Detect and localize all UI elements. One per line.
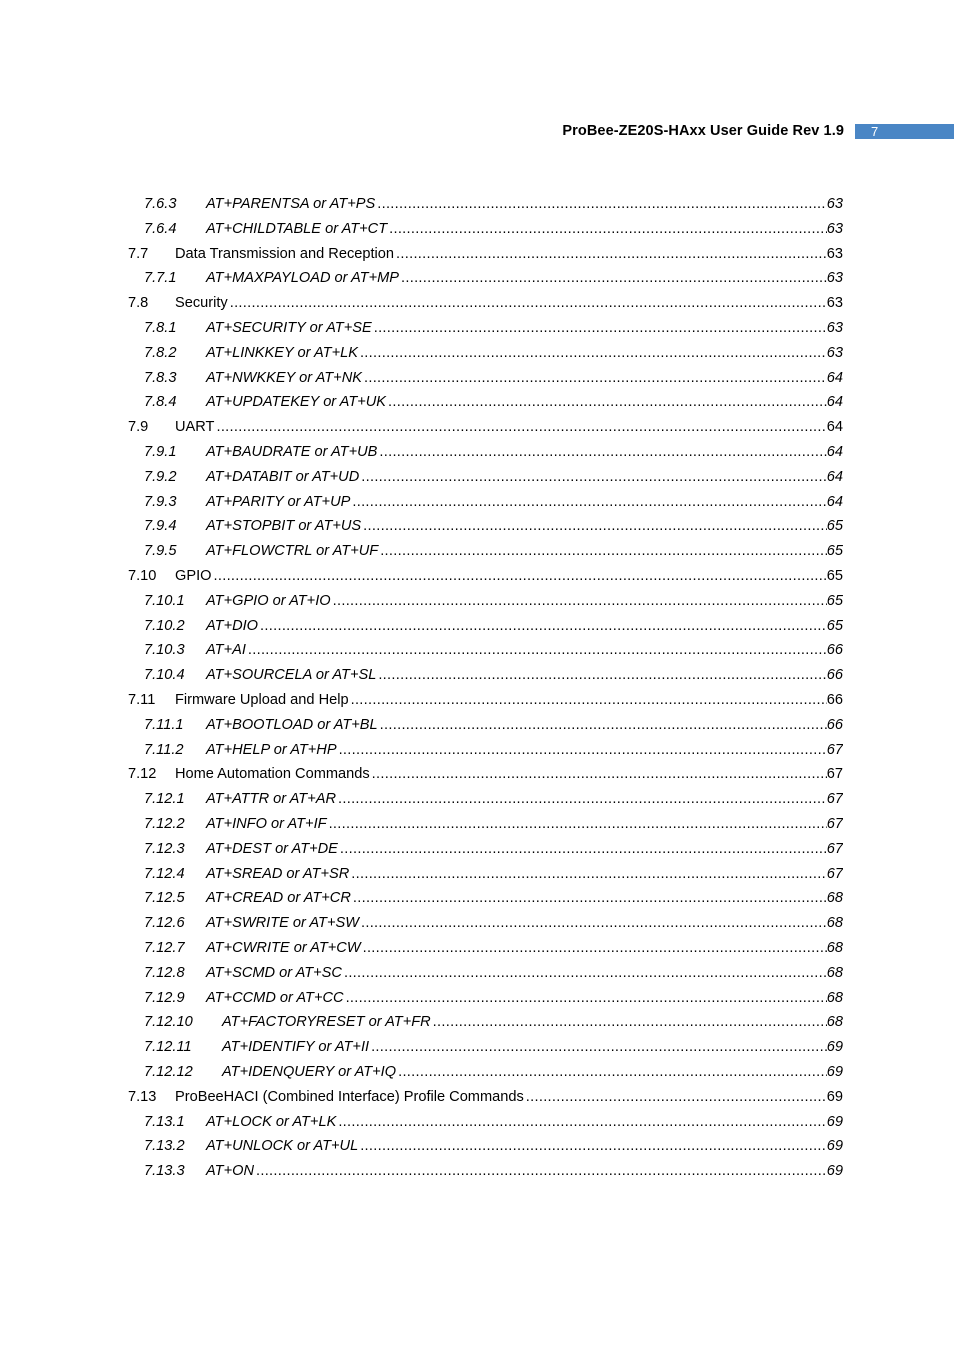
- dot-leader: [260, 617, 827, 635]
- dot-leader: [346, 989, 827, 1007]
- toc-entry[interactable]: [144, 511, 843, 535]
- dot-leader: [351, 865, 826, 883]
- dot-leader: [333, 592, 827, 610]
- dot-leader: [360, 1137, 827, 1155]
- dot-leader: [248, 641, 827, 659]
- dot-leader: [377, 195, 827, 213]
- dot-leader: [353, 889, 827, 907]
- toc-entry-page: 64: [826, 468, 843, 485]
- toc-entry-number: 7.10.1: [144, 592, 185, 609]
- dot-leader: [398, 1063, 827, 1081]
- toc-entry[interactable]: [144, 263, 843, 287]
- toc-entry[interactable]: [128, 412, 843, 436]
- toc-entry-title: AT+SWRITE or AT+SW: [206, 915, 359, 932]
- toc-entry-number: 7.12.9: [144, 989, 185, 1006]
- dot-leader: [344, 964, 827, 982]
- toc-entry-page: 66: [826, 716, 843, 733]
- toc-entry-page: 64: [826, 444, 843, 460]
- toc-entry-number: 7.10.3: [144, 642, 185, 659]
- toc-entry[interactable]: [144, 214, 843, 238]
- toc-entry-number: 7.9.5: [144, 543, 177, 560]
- dot-leader: [374, 319, 827, 337]
- toc-entry[interactable]: [144, 1131, 843, 1155]
- dot-leader: [363, 517, 827, 535]
- toc-entry-number: 7.6.3: [144, 196, 177, 212]
- toc-entry-title: Data Transmission and Reception: [175, 245, 395, 262]
- toc-entry-page: 63: [826, 320, 843, 336]
- toc-entry[interactable]: [128, 1082, 843, 1106]
- toc-entry-title: AT+DATABIT or AT+UD: [206, 468, 360, 485]
- toc-entry-page: 67: [826, 865, 843, 882]
- toc-entry[interactable]: [144, 487, 843, 511]
- toc-entry-page: 63: [826, 295, 843, 312]
- toc-entry-number: 7.8.2: [144, 344, 177, 361]
- toc-entry-number: 7.12.4: [144, 865, 185, 882]
- toc-entry-page: 63: [826, 196, 843, 212]
- document-title: ProBee-ZE20S-HAxx User Guide Rev 1.9: [562, 123, 844, 139]
- toc-entry-title: AT+BAUDRATE or AT+UB: [206, 444, 378, 460]
- dot-leader: [256, 1162, 827, 1180]
- toc-entry-page: 66: [826, 642, 843, 659]
- toc-entry-title: AT+LOCK or AT+LK: [206, 1113, 337, 1130]
- dot-leader: [401, 269, 827, 287]
- toc-entry-page: 65: [826, 617, 843, 634]
- toc-entry-number: 7.12.6: [144, 915, 185, 932]
- dot-leader: [351, 691, 827, 709]
- toc-entry-number: 7.12.10: [144, 1014, 193, 1031]
- toc-entry[interactable]: [144, 958, 843, 982]
- toc-entry[interactable]: [144, 437, 843, 461]
- toc-entry-title: AT+FLOWCTRL or AT+UF: [206, 543, 379, 560]
- toc-entry[interactable]: [144, 834, 843, 858]
- toc-entry-number: 7.9.2: [144, 468, 177, 485]
- toc-entry[interactable]: [144, 784, 843, 808]
- toc-entry-page: 65: [826, 592, 843, 609]
- toc-entry-page: 68: [826, 940, 843, 956]
- toc-entry[interactable]: [144, 983, 843, 1007]
- toc-entry-number: 7.12.8: [144, 964, 185, 981]
- toc-entry-page: 63: [826, 270, 843, 287]
- toc-entry-title: AT+IDENQUERY or AT+IQ: [222, 1064, 397, 1080]
- dot-leader: [380, 542, 827, 560]
- toc-entry-title: AT+CREAD or AT+CR: [206, 890, 351, 907]
- toc-entry-page: 67: [826, 816, 843, 832]
- dot-leader: [329, 815, 827, 833]
- dot-leader: [526, 1088, 827, 1106]
- toc-entry-title: AT+PARENTSA or AT+PS: [206, 196, 376, 212]
- toc-entry[interactable]: [144, 1032, 843, 1056]
- toc-entry-page: 68: [826, 1014, 843, 1031]
- toc-entry-number: 7.8.4: [144, 394, 177, 411]
- dot-leader: [340, 840, 827, 858]
- dot-leader: [433, 1013, 827, 1031]
- dot-leader: [371, 1038, 827, 1056]
- toc-entry-number: 7.13.2: [144, 1138, 185, 1155]
- toc-entry[interactable]: [144, 536, 843, 560]
- dot-leader: [230, 294, 827, 312]
- toc-entry-number: 7.12.12: [144, 1064, 193, 1080]
- toc-entry-number: 7.9.3: [144, 493, 177, 510]
- toc-entry-title: AT+CHILDTABLE or AT+CT: [206, 220, 388, 237]
- dot-leader: [379, 443, 826, 461]
- toc-entry-title: AT+IDENTIFY or AT+II: [222, 1039, 370, 1056]
- toc-entry-page: 64: [826, 394, 843, 411]
- toc-entry-title: AT+SREAD or AT+SR: [206, 865, 350, 882]
- toc-entry-title: AT+CWRITE or AT+CW: [206, 940, 361, 956]
- toc-entry-page: 68: [826, 964, 843, 981]
- toc-entry-number: 7.7.1: [144, 270, 177, 287]
- toc-entry[interactable]: [144, 859, 843, 883]
- dot-leader: [389, 220, 827, 238]
- toc-entry-number: 7.10.4: [144, 667, 185, 684]
- toc-entry-title: AT+STOPBIT or AT+US: [206, 518, 362, 535]
- toc-entry-number: 7.13.3: [144, 1163, 185, 1180]
- toc-entry-page: 67: [826, 840, 843, 857]
- toc-entry-number: 7.9: [128, 419, 149, 436]
- toc-entry[interactable]: [144, 1007, 843, 1031]
- toc-entry[interactable]: [144, 363, 843, 387]
- toc-entry[interactable]: [144, 908, 843, 932]
- toc-entry[interactable]: [144, 611, 843, 635]
- dot-leader: [338, 790, 827, 808]
- toc-entry-page: 65: [826, 543, 843, 560]
- toc-entry-title: AT+FACTORYRESET or AT+FR: [222, 1014, 431, 1031]
- toc-entry[interactable]: [144, 660, 843, 684]
- toc-entry-title: AT+HELP or AT+HP: [206, 741, 337, 758]
- toc-entry-number: 7.8.1: [144, 320, 177, 336]
- toc-entry-page: 63: [826, 344, 843, 361]
- toc-entry[interactable]: [144, 387, 843, 411]
- toc-entry[interactable]: [144, 710, 843, 734]
- dot-leader: [214, 567, 827, 585]
- toc-entry[interactable]: [144, 1107, 843, 1131]
- dot-leader: [388, 393, 827, 411]
- toc-entry-number: 7.8: [128, 295, 149, 312]
- toc-entry-title: AT+ATTR or AT+AR: [206, 791, 337, 808]
- toc-entry[interactable]: [128, 685, 843, 709]
- toc-entry-page: 69: [826, 1163, 843, 1180]
- toc-entry[interactable]: [128, 759, 843, 783]
- toc-entry[interactable]: [144, 338, 843, 362]
- toc-entry-number: 7.11.1: [144, 716, 184, 733]
- dot-leader: [380, 716, 827, 734]
- dot-leader: [352, 493, 826, 511]
- toc-entry[interactable]: [128, 239, 843, 263]
- toc-entry-number: 7.12: [128, 766, 157, 783]
- toc-entry[interactable]: [144, 809, 843, 833]
- toc-entry[interactable]: [144, 313, 843, 337]
- toc-entry-page: 64: [826, 419, 843, 436]
- toc-entry[interactable]: [144, 462, 843, 486]
- toc-entry[interactable]: [128, 561, 843, 585]
- toc-entry[interactable]: [144, 735, 843, 759]
- toc-entry-title: AT+AI: [206, 642, 246, 659]
- toc-entry-number: 7.11.2: [144, 741, 184, 758]
- toc-entry-title: AT+UPDATEKEY or AT+UK: [206, 394, 387, 411]
- toc-entry-title: AT+ON: [206, 1163, 254, 1180]
- toc-entry-number: 7.12.3: [144, 840, 185, 857]
- toc-entry-title: Home Automation Commands: [175, 766, 370, 783]
- toc-entry-title: UART: [175, 419, 215, 436]
- toc-entry-title: AT+SOURCELA or AT+SL: [206, 667, 377, 684]
- toc-entry-number: 7.12.2: [144, 816, 185, 832]
- toc-entry[interactable]: [144, 883, 843, 907]
- toc-entry-title: AT+GPIO or AT+IO: [206, 592, 331, 609]
- toc-entry-number: 7.11: [128, 692, 156, 708]
- toc-entry-title: Firmware Upload and Help: [175, 692, 349, 708]
- dot-leader: [338, 1113, 826, 1131]
- toc-entry[interactable]: [144, 933, 843, 957]
- toc-entry-page: 63: [826, 220, 843, 237]
- dot-leader: [361, 468, 827, 486]
- toc-entry-number: 7.12.7: [144, 940, 185, 956]
- toc-entry-number: 7.12.5: [144, 890, 185, 907]
- dot-leader: [361, 914, 827, 932]
- toc-entry-title: AT+BOOTLOAD or AT+BL: [206, 716, 378, 733]
- toc-entry-number: 7.12.1: [144, 791, 185, 808]
- toc-entry-page: 66: [826, 667, 843, 684]
- toc-entry-number: 7.9.1: [144, 444, 177, 460]
- dot-leader: [378, 666, 826, 684]
- toc-entry-number: 7.10.2: [144, 617, 185, 634]
- toc-entry-number: 7.13: [128, 1088, 157, 1105]
- toc-entry-number: 7.9.4: [144, 518, 177, 535]
- toc-entry[interactable]: [144, 1156, 843, 1180]
- toc-entry-title: GPIO: [175, 568, 212, 584]
- toc-entry-title: AT+SECURITY or AT+SE: [206, 320, 372, 336]
- toc-entry-title: AT+MAXPAYLOAD or AT+MP: [206, 270, 400, 287]
- dot-leader: [216, 418, 826, 436]
- toc-entry-title: AT+INFO or AT+IF: [206, 816, 327, 832]
- toc-entry-title: AT+DIO: [206, 617, 259, 634]
- toc-entry-title: AT+DEST or AT+DE: [206, 840, 338, 857]
- toc-entry-title: AT+UNLOCK or AT+UL: [206, 1138, 359, 1155]
- dot-leader: [396, 245, 827, 263]
- toc-entry-page: 65: [826, 568, 843, 584]
- page-header: [0, 122, 954, 140]
- toc-entry-number: 7.12.11: [144, 1039, 192, 1056]
- toc-entry-page: 68: [826, 890, 843, 907]
- toc-entry-title: AT+SCMD or AT+SC: [206, 964, 342, 981]
- toc-entry-page: 66: [826, 692, 843, 708]
- toc-entry-title: Security: [175, 295, 228, 312]
- toc-entry[interactable]: [144, 586, 843, 610]
- toc-entry-page: 68: [826, 915, 843, 932]
- toc-entry-page: 63: [826, 245, 843, 262]
- toc-entry-page: 67: [826, 791, 843, 808]
- toc-entry-number: 7.10: [128, 568, 157, 584]
- toc-entry-page: 64: [826, 369, 843, 386]
- toc-entry-title: AT+NWKKEY or AT+NK: [206, 369, 362, 386]
- toc-entry-title: ProBeeHACI (Combined Interface) Profile Commands: [175, 1088, 524, 1105]
- toc-entry-page: 69: [826, 1113, 843, 1130]
- toc-entry-number: 7.7: [128, 245, 149, 262]
- toc-entry-number: 7.13.1: [144, 1113, 185, 1130]
- toc-entry-page: 69: [826, 1039, 843, 1056]
- dot-leader: [339, 741, 827, 759]
- toc-entry-page: 65: [826, 518, 843, 535]
- page-number-badge: 7: [855, 124, 954, 139]
- toc-entry-page: 67: [826, 766, 843, 783]
- toc-entry-title: AT+PARITY or AT+UP: [206, 493, 351, 510]
- dot-leader: [372, 765, 827, 783]
- toc-entry-title: AT+LINKKEY or AT+LK: [206, 344, 358, 361]
- dot-leader: [363, 939, 827, 957]
- toc-entry-page: 69: [826, 1138, 843, 1155]
- toc-entry[interactable]: [128, 288, 843, 312]
- toc-entry-page: 69: [826, 1064, 843, 1080]
- toc-entry[interactable]: [144, 635, 843, 659]
- toc-entry-page: 67: [826, 741, 843, 758]
- toc-entry[interactable]: [144, 1057, 843, 1081]
- toc-entry-page: 64: [826, 493, 843, 510]
- dot-leader: [364, 369, 827, 387]
- toc-entry-page: 68: [826, 989, 843, 1006]
- toc-entry-number: 7.6.4: [144, 220, 177, 237]
- dot-leader: [360, 344, 827, 362]
- toc-entry-title: AT+CCMD or AT+CC: [206, 989, 344, 1006]
- toc-entry[interactable]: [144, 189, 843, 213]
- toc-entry-page: 69: [826, 1088, 843, 1105]
- toc-entry-number: 7.8.3: [144, 369, 177, 386]
